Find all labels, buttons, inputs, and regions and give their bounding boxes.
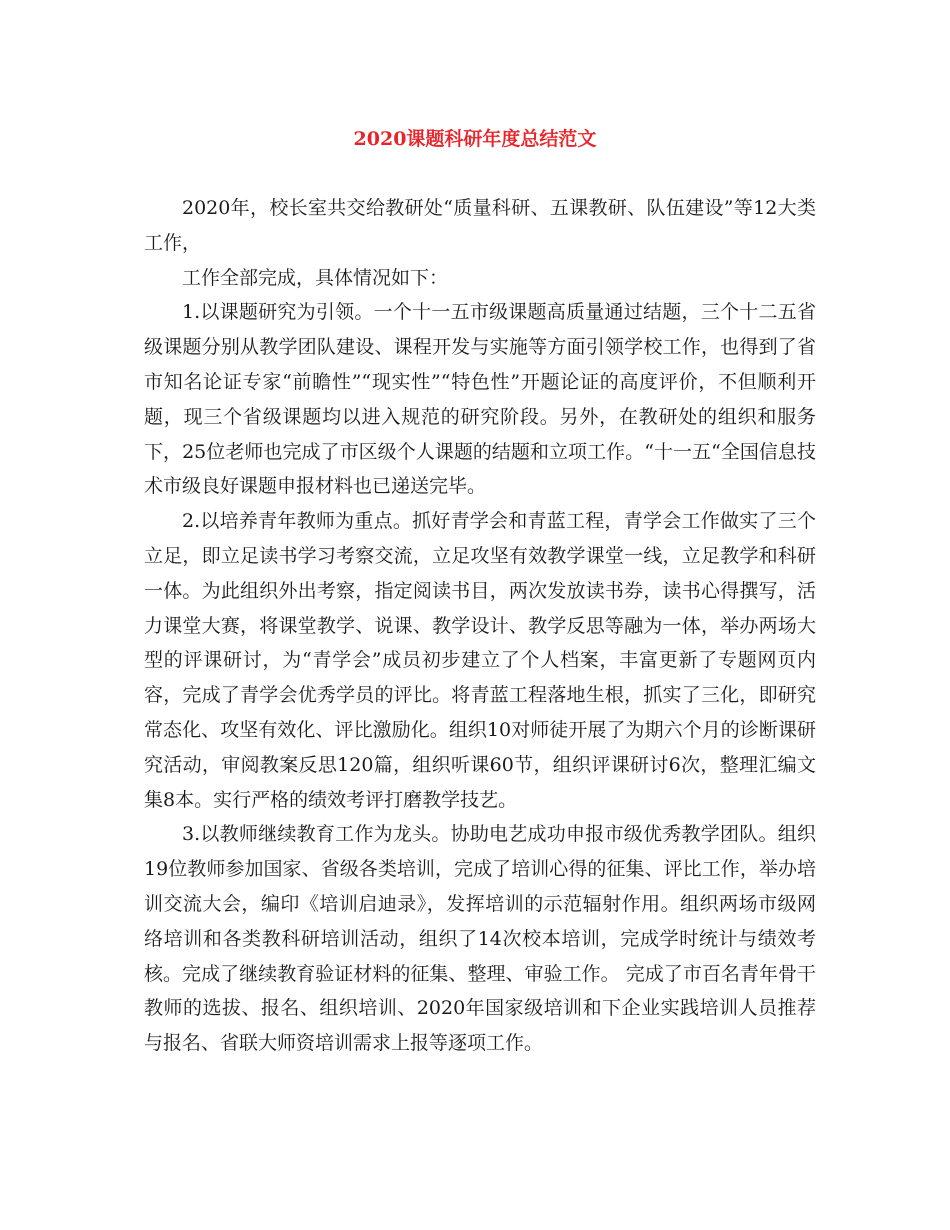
paragraph-summary: 工作全部完成，具体情况如下： bbox=[182, 266, 449, 289]
paragraph-research: 1.以课题研究为引领。一个十一五市级课题高质量通过结题，三个十二五省级课题分别从教学团队建设、课程开发与实施等方面引领学校工作，也得到了省市知名论证专家“前瞻性”“现实性”“特色性”开题论证的高度评价，不但顺利开题，现三个省级课题均以进入规范的研究阶段。另外，在教研处的组织和服务下，25位老师也完成了市区级个人课题的结题和立项工作。“十一五“全国信息技术市级良好课题申报材料也已递送完毕。 bbox=[144, 301, 816, 498]
document-body bbox=[144, 191, 816, 1061]
paragraph-young-teachers: 2.以培养青年教师为重点。抓好青学会和青蓝工程，青学会工作做实了三个立足，即立足读书学习考察交流，立足攻坚有效教学课堂一线，立足教学和科研一体。为此组织外出考察，指定阅读书目，两次发放读书券，读书心得撰写，活力课堂大赛，将课堂教学、说课、教学设计、教学反思等融为一体，举办两场大型的评课研讨，为“青学会”成员初步建立了个人档案，丰富更新了专题网页内容，完成了青学会优秀学员的评比。将青蓝工程落地生根，抓实了三化，即研究常态化、攻坚有效化、评比激励化。组织10对师徒开展了为期六个月的诊断课研究活动，审阅教案反思120篇，组织听课60节，组织评课研讨6次，整理汇编文集8本。实行严格的绩效考评打磨教学技艺。 bbox=[144, 510, 816, 811]
paragraph-intro: 2020年，校长室共交给教研处“质量科研、五课教研、队伍建设”等12大类工作， bbox=[144, 197, 816, 254]
document-title: 2020课题科研年度总结范文 bbox=[353, 128, 597, 150]
paragraph-continuing-education: 3.以教师继续教育工作为龙头。协助电艺成功申报市级优秀教学团队。组织19位教师参加国家、省级各类培训，完成了培训心得的征集、评比工作，举办培训交流大会，编印《培训启迪录》，发挥培训的示范辐射作用。组织两场市级网络培训和各类教科研培训活动，组织了14次校本培训，完成学时统计与绩效考核。完成了继续教育验证材料的征集、整理、审验工作。 完成了市百名青年骨干教师的选拔、报名、组织培训、2020年国家级培训和下企业实践培训人员推荐与报名、省联大师资培训需求上报等逐项工作。 bbox=[144, 823, 816, 1055]
